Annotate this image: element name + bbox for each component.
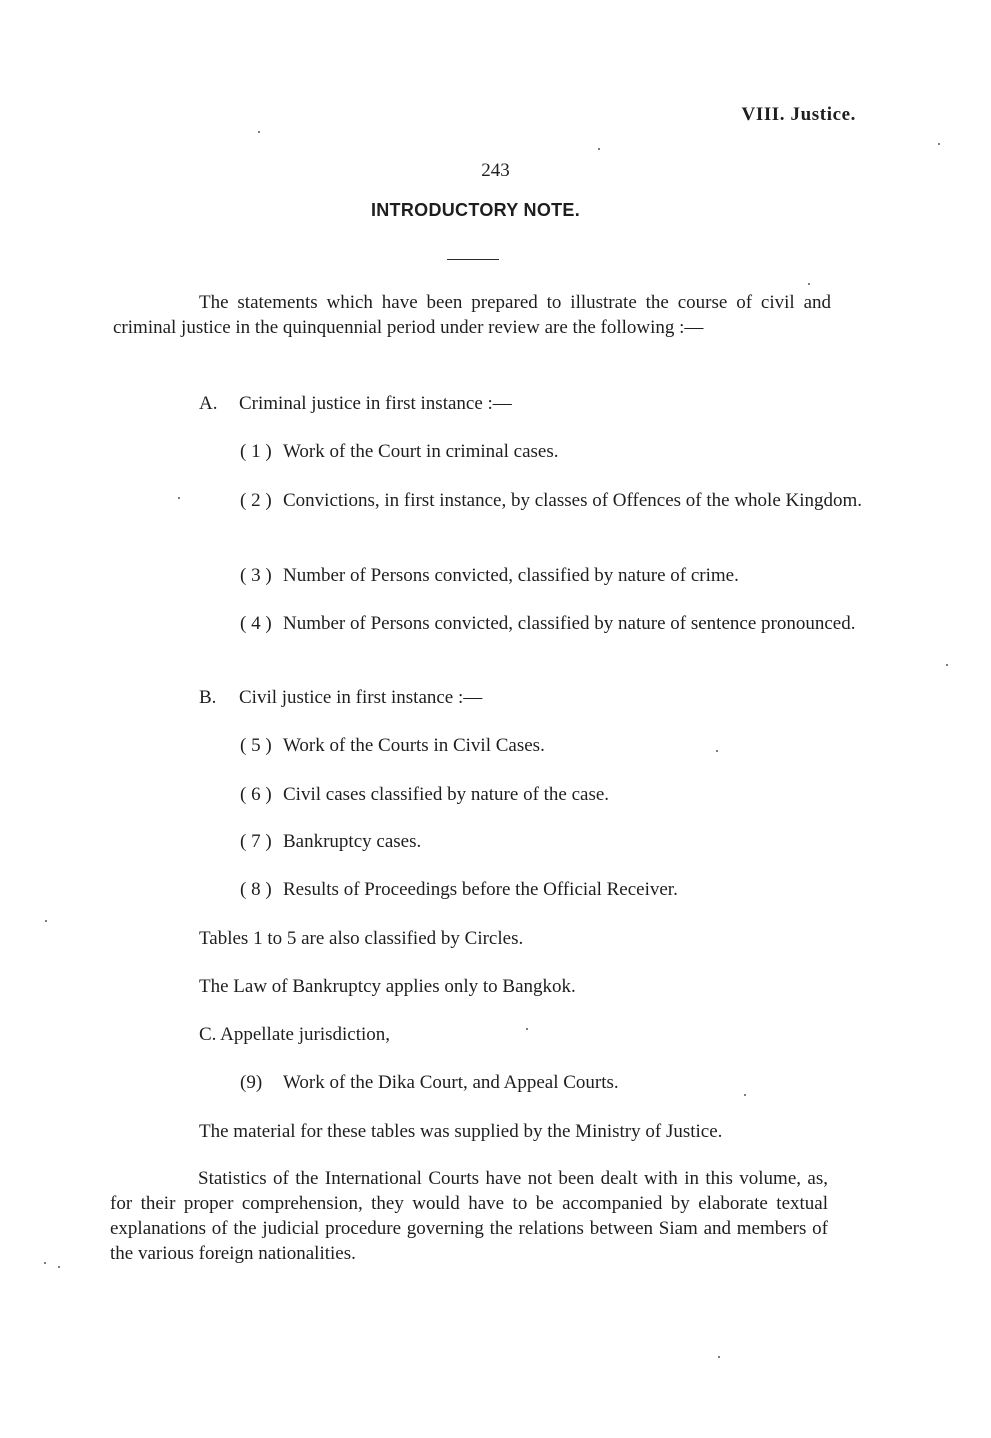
note-bankruptcy: The Law of Bankruptcy applies only to Bangkok. [199, 976, 576, 997]
item-number: ( 3 ) [240, 565, 272, 586]
title-divider [447, 259, 499, 260]
group-heading-criminal [199, 392, 512, 416]
item-number: ( 4 ) [240, 613, 272, 634]
closing-paragraph: Statistics of the International Courts have not been dealt with in this volume, as, for their proper comprehension, they would have to be accompanied by elaborate textual explanations of the judicial procedure governing the relations between Siam and members of the various foreign nationalities. [110, 1168, 828, 1264]
item-text: Work of the Dika Court, and Appeal Courts. [283, 1072, 619, 1093]
item-text: Civil cases classified by nature of the case. [283, 784, 610, 805]
scan-speck [718, 1356, 720, 1358]
item-number: ( 8 ) [240, 879, 272, 900]
scan-speck [716, 750, 718, 752]
item-text: Work of the Courts in Civil Cases. [283, 735, 545, 756]
scan-speck [526, 1028, 528, 1030]
item-number: ( 7 ) [240, 831, 272, 852]
intro-paragraph: The statements which have been prepared to illustrate the course of civil and criminal justice in the quinquennial period under review are the following :— [113, 292, 831, 338]
group-title: Civil justice in first instance :— [239, 687, 483, 708]
group-title: Criminal justice in first instance :— [239, 393, 512, 414]
scan-speck [598, 148, 600, 150]
item-text: Convictions, in first instance, by classes of Offences of the whole Kingdom. [283, 490, 863, 511]
list-item [240, 564, 873, 588]
list-item [240, 440, 873, 464]
group-letter: B. [199, 687, 217, 708]
item-number: ( 5 ) [240, 735, 272, 756]
scan-speck [178, 497, 180, 499]
item-text: Number of Persons convicted, classified by nature of sentence pronounced. [283, 613, 856, 634]
list-item [240, 830, 873, 854]
group-heading-appellate: C. Appellate jurisdiction, [199, 1024, 391, 1045]
item-number: ( 1 ) [240, 441, 272, 462]
item-number: ( 6 ) [240, 784, 272, 805]
item-number: (9) [240, 1072, 263, 1093]
group-heading-civil [199, 686, 482, 710]
item-text: Work of the Court in criminal cases. [283, 441, 559, 462]
scan-speck [58, 1266, 60, 1268]
item-text: Results of Proceedings before the Official Receiver. [283, 879, 678, 900]
scan-speck [258, 131, 260, 133]
item-number: ( 2 ) [240, 490, 272, 511]
scan-speck [44, 1262, 46, 1264]
scan-speck [744, 1094, 746, 1096]
list-item [240, 734, 873, 758]
scan-speck [938, 143, 940, 145]
note-circles: Tables 1 to 5 are also classified by Circles. [199, 928, 524, 949]
note-title: INTRODUCTORY NOTE. [370, 200, 581, 220]
scan-speck [808, 283, 810, 285]
note-material: The material for these tables was supplied by the Ministry of Justice. [199, 1121, 723, 1142]
list-item [240, 878, 873, 902]
scan-speck [946, 664, 948, 666]
item-text: Number of Persons convicted, classified by nature of crime. [283, 565, 739, 586]
page-number: 243 [481, 160, 510, 181]
item-text: Bankruptcy cases. [283, 831, 422, 852]
list-item [240, 783, 873, 807]
scan-speck [45, 920, 47, 922]
list-item [240, 489, 873, 513]
section-header: VIII. Justice. [741, 104, 856, 125]
list-item [240, 612, 873, 636]
group-letter: A. [199, 393, 218, 414]
list-item [240, 1071, 873, 1095]
